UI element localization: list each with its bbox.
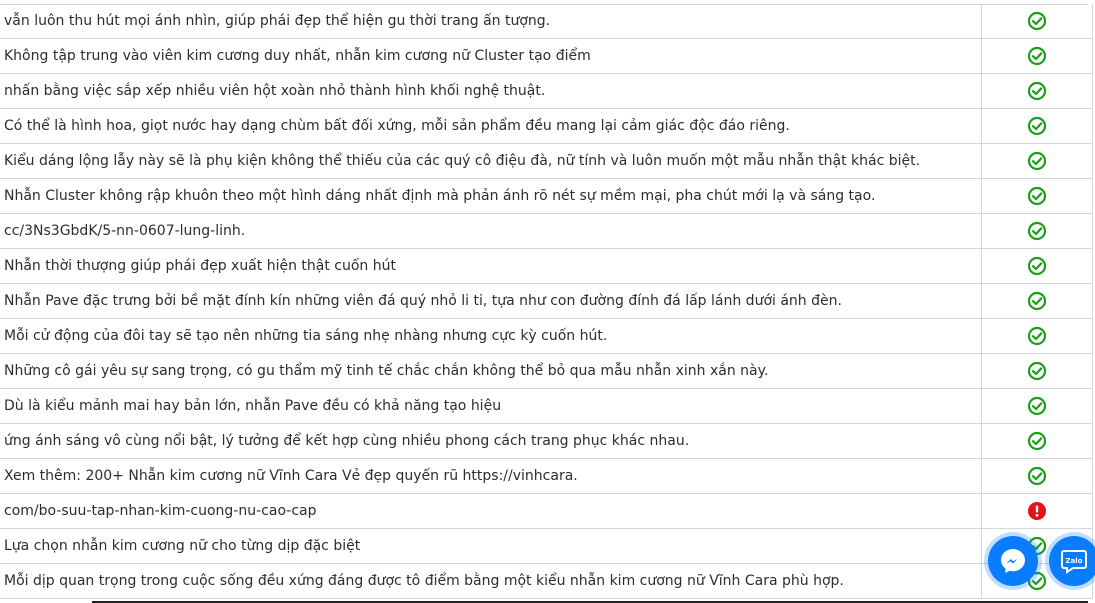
row-text: Mỗi cử động của đôi tay sẽ tạo nên những tia sáng nhẹ nhàng nhưng cực kỳ cuốn hút. <box>0 319 982 354</box>
row-status <box>982 319 1093 354</box>
check-circle-icon <box>1027 431 1047 451</box>
check-circle-icon <box>1027 466 1047 486</box>
check-circle-icon <box>1027 396 1047 416</box>
check-circle-icon <box>1027 326 1047 346</box>
row-status <box>982 109 1093 144</box>
table-row <box>0 249 1093 284</box>
row-text: cc/3Ns3GbdK/5-nn-0607-lung-linh. <box>0 214 982 249</box>
row-text: Những cô gái yêu sự sang trọng, có gu thẩm mỹ tinh tế chắc chắn không thể bỏ qua mẫu nhẫn xinh xắn này. <box>0 354 982 389</box>
check-circle-icon <box>1027 291 1047 311</box>
check-circle-icon <box>1027 11 1047 31</box>
row-text: Nhẫn Cluster không rập khuôn theo một hình dáng nhất định mà phản ánh rõ nét sự mềm mại, pha chút mới lạ và sáng tạo. <box>0 179 982 214</box>
row-status <box>982 249 1093 284</box>
table-row <box>0 179 1093 214</box>
check-circle-icon <box>1027 221 1047 241</box>
row-status <box>982 144 1093 179</box>
check-circle-icon <box>1027 361 1047 381</box>
row-status <box>982 39 1093 74</box>
check-circle-icon <box>1027 81 1047 101</box>
results-table-container <box>0 4 1088 599</box>
row-status <box>982 459 1093 494</box>
table-row <box>0 284 1093 319</box>
zalo-chat-button[interactable] <box>1049 536 1095 586</box>
check-circle-icon <box>1027 186 1047 206</box>
zalo-icon <box>1058 545 1090 577</box>
messenger-icon <box>998 546 1028 576</box>
results-table-body <box>0 4 1093 599</box>
row-text: Không tập trung vào viên kim cương duy nhất, nhẫn kim cương nữ Cluster tạo điểm <box>0 39 982 74</box>
table-row <box>0 424 1093 459</box>
table-row <box>0 74 1093 109</box>
table-row <box>0 354 1093 389</box>
row-status <box>982 354 1093 389</box>
check-circle-icon <box>1027 256 1047 276</box>
table-row <box>0 4 1093 39</box>
table-row <box>0 529 1093 564</box>
row-status <box>982 389 1093 424</box>
row-text: nhấn bằng việc sắp xếp nhiều viên hột xoàn nhỏ thành hình khối nghệ thuật. <box>0 74 982 109</box>
row-text: vẫn luôn thu hút mọi ánh nhìn, giúp phái đẹp thể hiện gu thời trang ấn tượng. <box>0 4 982 39</box>
table-row <box>0 109 1093 144</box>
row-text: Nhẫn Pave đặc trưng bởi bề mặt đính kín những viên đá quý nhỏ li ti, tựa như con đường đính đá lấp lánh dưới ánh đèn. <box>0 284 982 319</box>
row-text: ứng ánh sáng vô cùng nổi bật, lý tưởng để kết hợp cùng nhiều phong cách trang phục khác nhau. <box>0 424 982 459</box>
row-text: Mỗi dịp quan trọng trong cuộc sống đều xứng đáng được tô điểm bằng một kiểu nhẫn kim cương nữ Vĩnh Cara phù hợp. <box>0 564 982 599</box>
check-circle-icon <box>1027 116 1047 136</box>
check-circle-icon <box>1027 46 1047 66</box>
table-row <box>0 319 1093 354</box>
table-row <box>0 214 1093 249</box>
zalo-label: Zalo <box>1065 557 1083 565</box>
row-status <box>982 179 1093 214</box>
row-text: Lựa chọn nhẫn kim cương nữ cho từng dịp đặc biệt <box>0 529 982 564</box>
row-text: Dù là kiểu mảnh mai hay bản lớn, nhẫn Pave đều có khả năng tạo hiệu <box>0 389 982 424</box>
row-status <box>982 4 1093 39</box>
row-text: Kiểu dáng lộng lẫy này sẽ là phụ kiện không thể thiếu của các quý cô điệu đà, nữ tính và luôn muốn một mẫu nhẫn thật khác biệt. <box>0 144 982 179</box>
table-row <box>0 389 1093 424</box>
results-table <box>0 4 1093 599</box>
table-row <box>0 39 1093 74</box>
row-status <box>982 424 1093 459</box>
row-text: Có thể là hình hoa, giọt nước hay dạng chùm bất đối xứng, mỗi sản phẩm đều mang lại cảm giác độc đáo riêng. <box>0 109 982 144</box>
row-text: com/bo-suu-tap-nhan-kim-cuong-nu-cao-cap <box>0 494 982 529</box>
row-text: Nhẫn thời thượng giúp phái đẹp xuất hiện thật cuốn hút <box>0 249 982 284</box>
table-row <box>0 564 1093 599</box>
table-row <box>0 459 1093 494</box>
row-status <box>982 284 1093 319</box>
table-row <box>0 144 1093 179</box>
row-status <box>982 494 1093 529</box>
exclamation-circle-icon <box>1027 501 1047 521</box>
table-row <box>0 494 1093 529</box>
check-circle-icon <box>1027 151 1047 171</box>
row-text: Xem thêm: 200+ Nhẫn kim cương nữ Vĩnh Cara Vẻ đẹp quyến rũ https://vinhcara. <box>0 459 982 494</box>
messenger-chat-button[interactable] <box>988 536 1038 586</box>
row-status <box>982 74 1093 109</box>
row-status <box>982 214 1093 249</box>
